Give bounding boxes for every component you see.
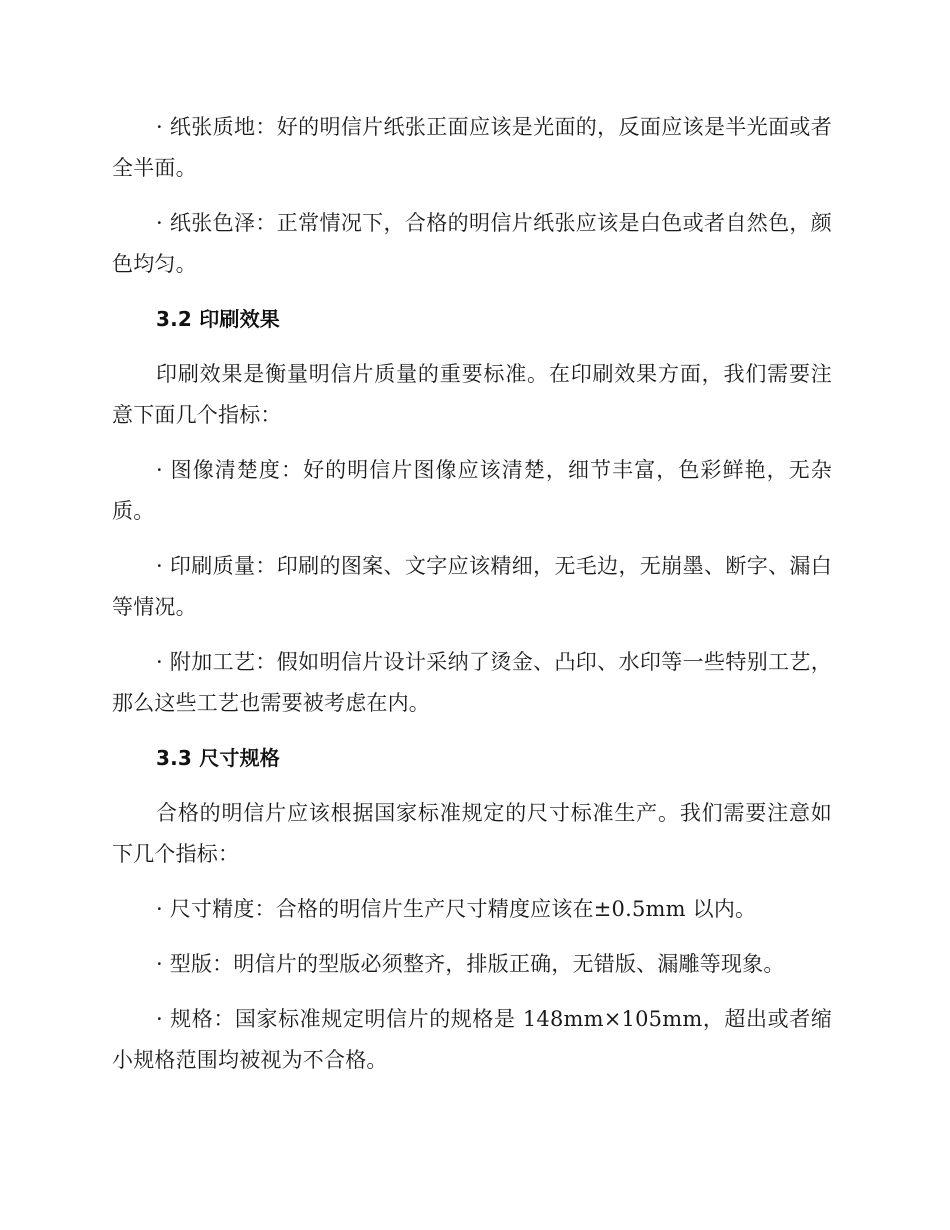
paragraph-specification: · 规格：国家标准规定明信片的规格是 148mm×105mm，超出或者缩小规格范围均被视为不合格。: [112, 1007, 832, 1072]
paragraph-plate: · 型版：明信片的型版必须整齐，排版正确，无错版、漏雕等现象。: [156, 952, 785, 976]
paragraph-printing-intro: 印刷效果是衡量明信片质量的重要标准。在印刷效果方面，我们需要注意下面几个指标：: [112, 362, 832, 427]
section-heading-printing: 3.2 印刷效果: [156, 307, 280, 331]
paragraph-extra-craft: · 附加工艺：假如明信片设计采纳了烫金、凸印、水印等一些特别工艺，那么这些工艺也需要被考虑在内。: [112, 650, 832, 715]
paragraph-image-clarity: · 图像清楚度：好的明信片图像应该清楚，细节丰富，色彩鲜艳，无杂质。: [112, 458, 832, 523]
paragraph-paper-color: · 纸张色泽：正常情况下，合格的明信片纸张应该是白色或者自然色，颜色均匀。: [112, 211, 832, 276]
document-body: [112, 107, 832, 1095]
paragraph-paper-texture: · 纸张质地：好的明信片纸张正面应该是光面的，反面应该是半光面或者全半面。: [112, 115, 832, 180]
paragraph-size-intro: 合格的明信片应该根据国家标准规定的尺寸标准生产。我们需要注意如下几个指标：: [112, 801, 832, 866]
paragraph-print-quality: · 印刷质量：印刷的图案、文字应该精细，无毛边，无崩墨、断字、漏白等情况。: [112, 554, 832, 619]
section-heading-size: 3.3 尺寸规格: [156, 746, 280, 770]
paragraph-size-precision: · 尺寸精度：合格的明信片生产尺寸精度应该在±0.5mm 以内。: [156, 897, 757, 921]
